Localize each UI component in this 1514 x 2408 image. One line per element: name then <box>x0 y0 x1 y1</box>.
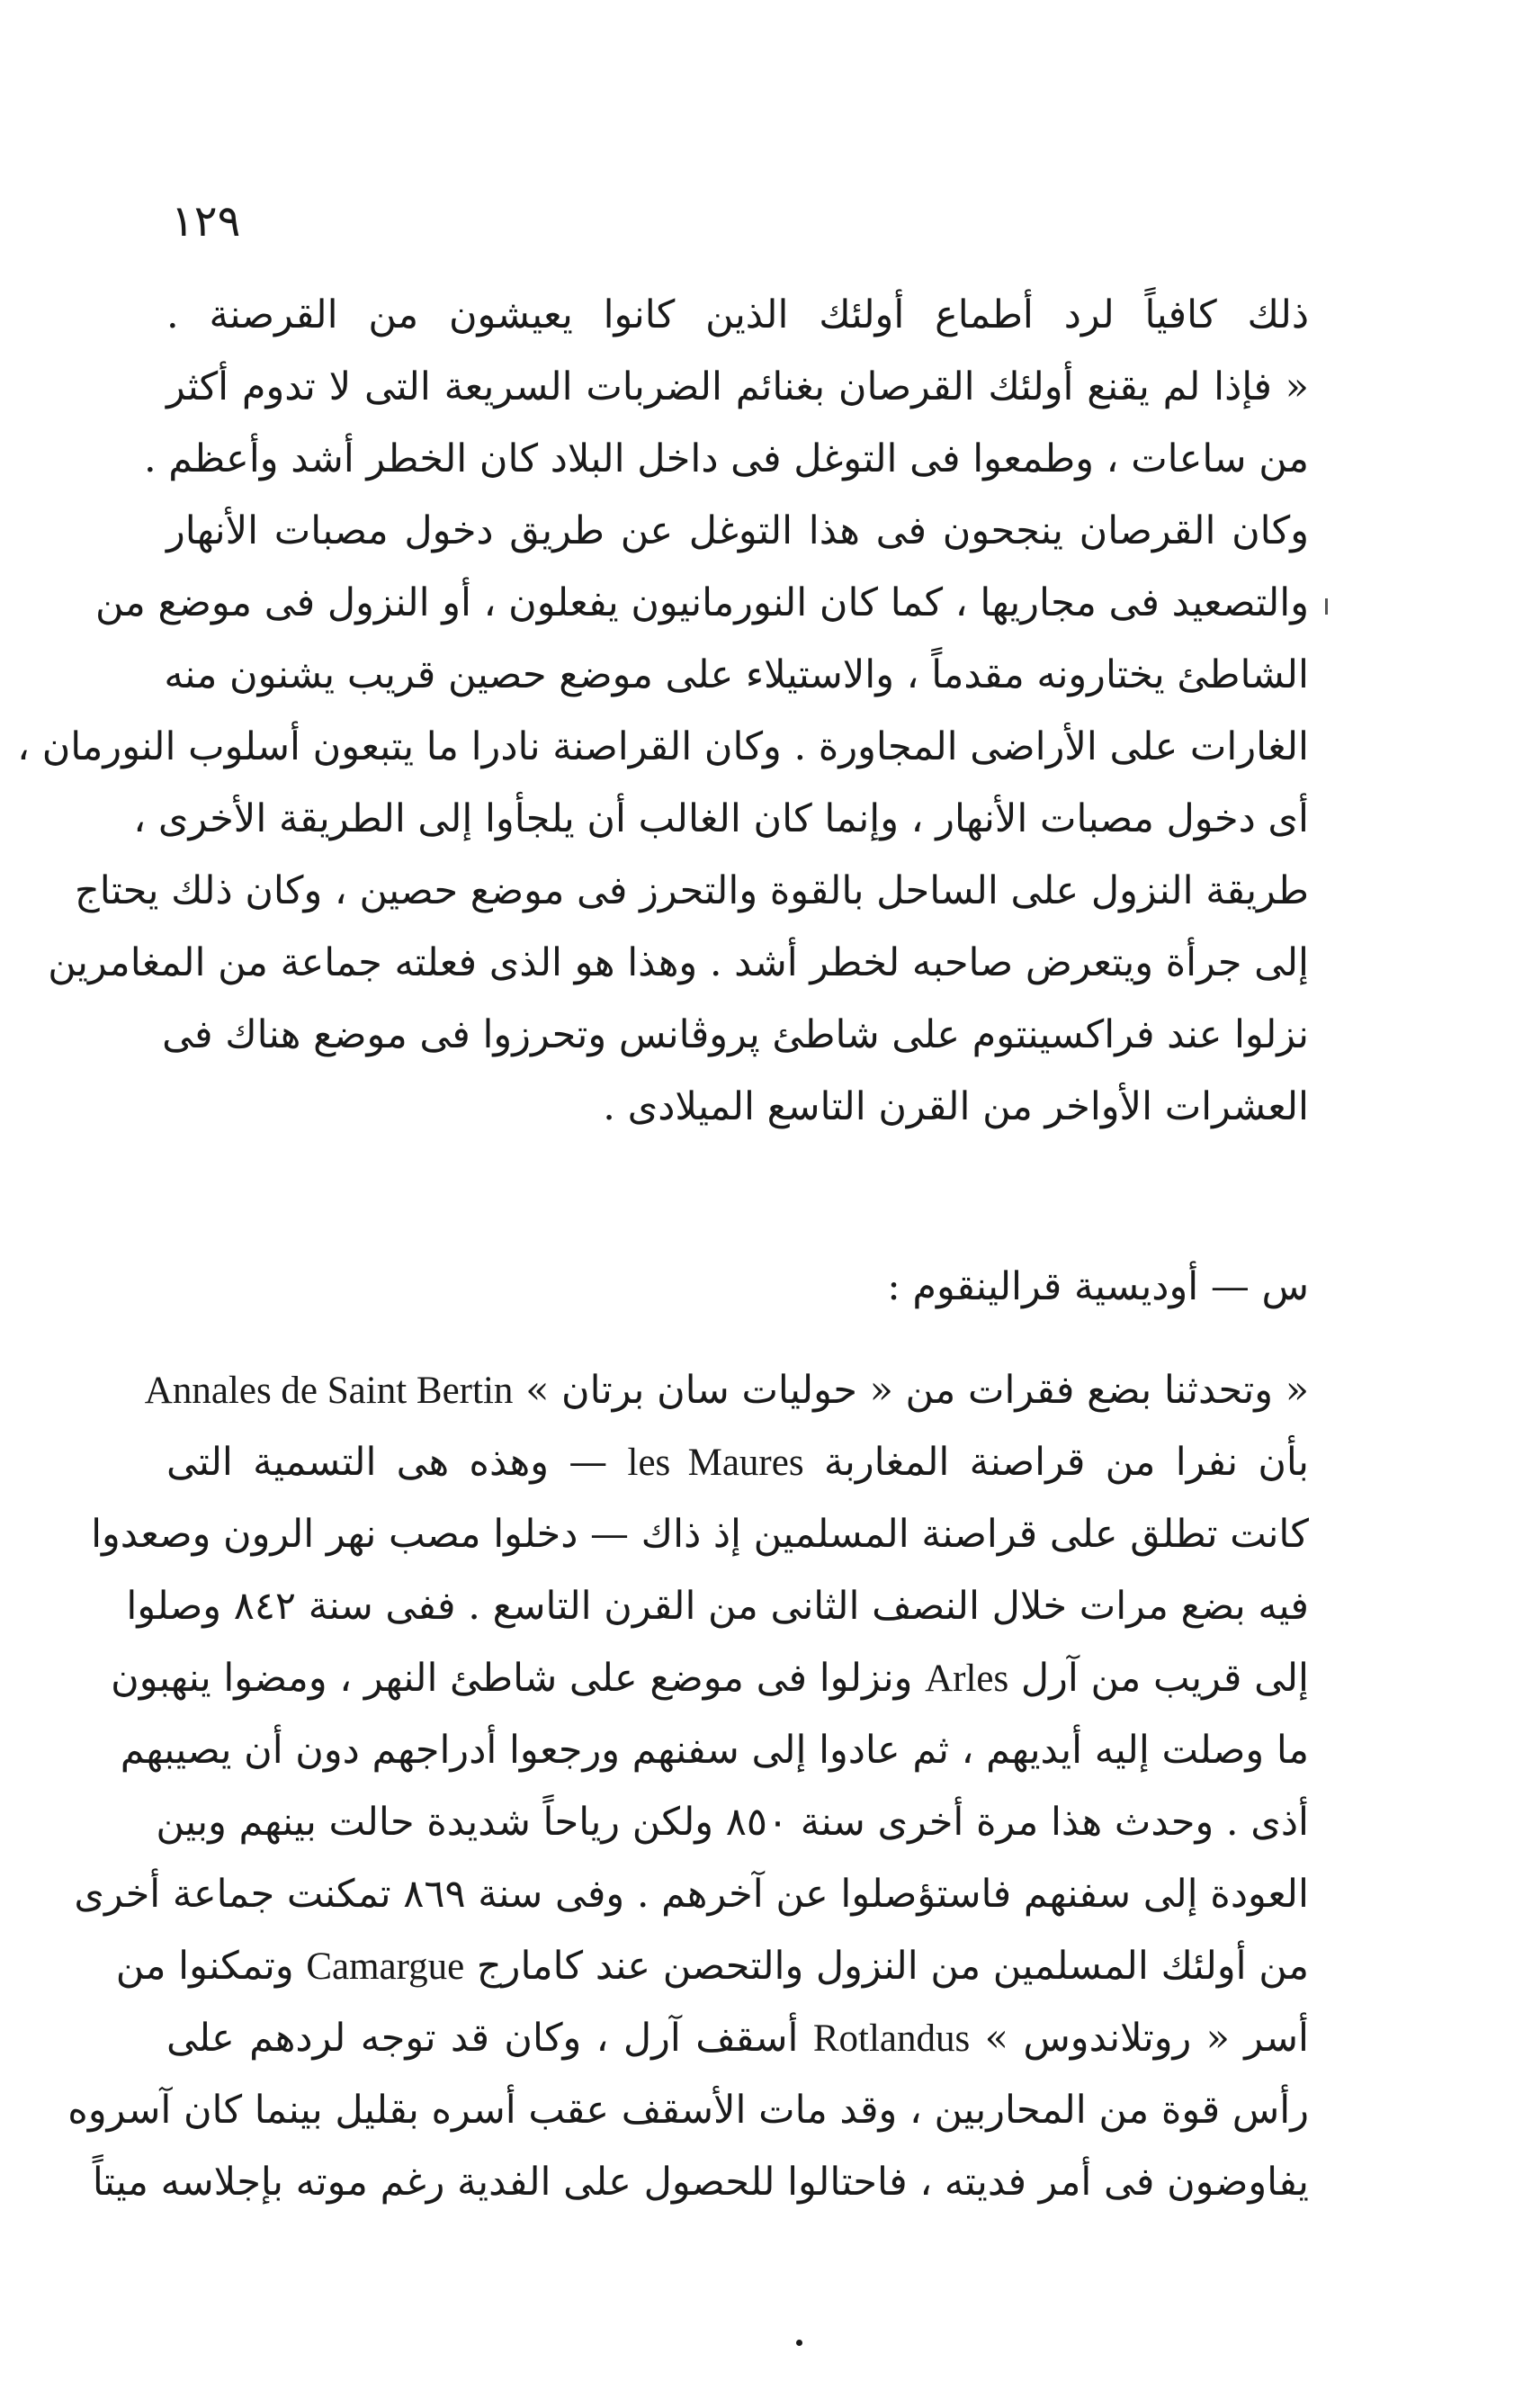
section-heading-block <box>166 1251 1309 1323</box>
text-line: العودة إلى سفنهم فاستؤصلوا عن آخرهم . وفى سنة ٨٦٩ تمكنت جماعة أخرى <box>74 1872 1309 1917</box>
text-line: أذى . وحدث هذا مرة أخرى سنة ٨٥٠ ولكن رياحاً شديدة حالت بينهم وبين <box>156 1800 1309 1845</box>
text-line <box>166 1426 1309 1498</box>
section-heading: س — أوديسية قرالينقوم : <box>887 1264 1309 1309</box>
page-number: ١٢٩ <box>171 196 241 247</box>
text-line: والتصعيد فى مجاريها ، كما كان النورمانيون يفعلون ، أو النزول فى موضع من <box>95 580 1309 625</box>
text-line: أى دخول مصبات الأنهار ، وإنما كان الغالب أن يلجأوا إلى الطريقة الأخرى ، <box>133 796 1309 841</box>
text-line: يفاوضون فى أمر فديته ، فاحتالوا للحصول على الفدية رغم موته بإجلاسه ميتاً <box>92 2160 1309 2205</box>
text-line: ذلك كافياً لرد أطماع أولئك الذين كانوا يعيشون من القرصنة . <box>166 292 1309 337</box>
text-line <box>144 1354 1309 1426</box>
text-segment: إلى قريب من آرل <box>1020 1656 1309 1701</box>
margin-mark <box>1325 598 1328 615</box>
paragraph-2 <box>67 1354 1309 2218</box>
text-line: رأس قوة من المحاربين ، وقد مات الأسقف عقب أسره بقليل بينما كان آسروه <box>67 2088 1309 2133</box>
text-line: نزلوا عند فراكسينتوم على شاطئ پروڤانس وتحرزوا فى موضع هناك فى <box>162 1012 1309 1057</box>
text-segment: من أولئك المسلمين من النزول والتحصن عند كامارج <box>476 1944 1309 1989</box>
text-line: كانت تطلق على قراصنة المسلمين إذ ذاك — دخلوا مصب نهر الرون وصعدوا <box>91 1512 1309 1557</box>
text-segment: أسر « روتلاندوس » <box>984 2016 1309 2061</box>
latin-term: Arles <box>925 1658 1009 1700</box>
text-line: « فإذا لم يقنع أولئك القرصان بغنائم الضربات السريعة التى لا تدوم أكثر <box>166 364 1309 409</box>
text-line: إلى جرأة ويتعرض صاحبه لخطر أشد . وهذا هو الذى فعلته جماعة من المغامرين <box>48 940 1309 985</box>
paragraph-1 <box>17 279 1309 1143</box>
latin-term: Camargue <box>306 1945 465 1988</box>
latin-term: Rotlandus <box>812 2017 971 2060</box>
text-line <box>111 1642 1309 1714</box>
text-line: فيه بضع مرات خلال النصف الثانى من القرن التاسع . ففى سنة ٨٤٢ وصلوا <box>126 1584 1309 1629</box>
text-line: الغارات على الأراضى المجاورة . وكان القراصنة نادرا ما يتبعون أسلوب النورمان ، <box>17 724 1309 769</box>
text-line <box>115 1930 1309 2002</box>
text-segment: ونزلوا فى موضع على شاطئ النهر ، ومضوا ينهبون <box>111 1656 913 1701</box>
text-line <box>166 2002 1309 2074</box>
text-segment: أسقف آرل ، وكان قد توجه لردهم على <box>166 2016 799 2061</box>
footer-dot <box>796 2340 802 2346</box>
text-line: من ساعات ، وطمعوا فى التوغل فى داخل البلاد كان الخطر أشد وأعظم . <box>143 436 1309 481</box>
text-line: العشرات الأواخر من القرن التاسع الميلادى . <box>603 1084 1309 1129</box>
text-line: طريقة النزول على الساحل بالقوة والتحرز فى موضع حصين ، وكان ذلك يحتاج <box>74 868 1309 913</box>
text-segment: بأن نفرا من قراصنة المغاربة <box>823 1440 1309 1485</box>
text-line: ما وصلت إليه أيديهم ، ثم عادوا إلى سفنهم ورجعوا أدراجهم دون أن يصيبهم <box>120 1728 1309 1773</box>
text-segment: « وتحدثنا بضع فقرات من « حوليات سان برتان » <box>525 1368 1309 1413</box>
text-line: الشاطئ يختارونه مقدماً ، والاستيلاء على موضع حصين قريب يشنون منه <box>164 652 1309 697</box>
latin-term: les Maures <box>627 1442 804 1484</box>
text-segment: — وهذه هى التسمية التى <box>166 1440 608 1485</box>
text-line: وكان القرصان ينجحون فى هذا التوغل عن طريق دخول مصبات الأنهار <box>166 508 1309 553</box>
text-segment: وتمكنوا من <box>115 1944 294 1989</box>
latin-term: Annales de Saint Bertin <box>144 1370 514 1412</box>
